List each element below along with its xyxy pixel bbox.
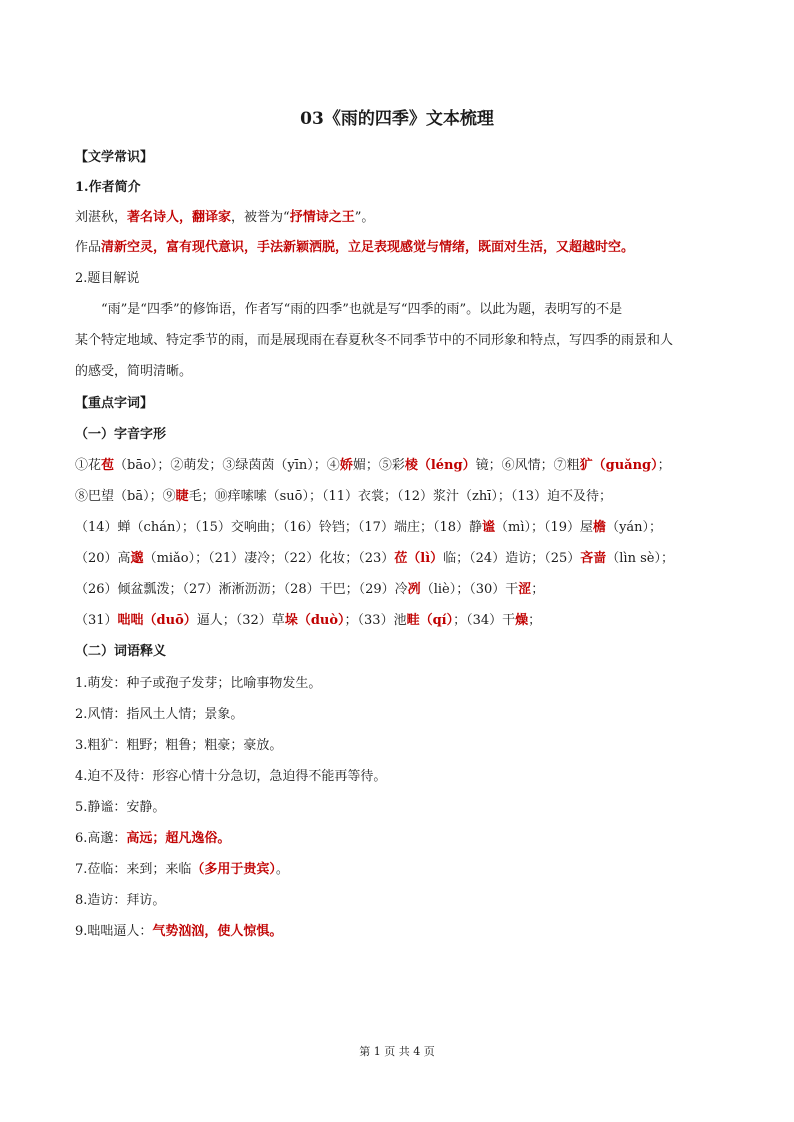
highlight-text: 檐 [593, 520, 607, 535]
text-run: ； [528, 613, 542, 628]
title-explanation-line: 某个特定地域、特定季节的雨，而是展现雨在春夏秋冬不同季节中的不同形象和特点，写四季的雨景和人 [75, 333, 674, 348]
text-run: 3.粗犷：粗野；粗鲁；粗豪；豪放。 [75, 738, 283, 753]
highlight-text: 娇 [339, 458, 353, 473]
title-explanation-line: “雨”是“四季”的修饰语，作者写“雨的四季”也就是写“四季的雨”。以此为题，表明写的不是 [101, 302, 623, 317]
highlight-text: 畦（qí） [406, 613, 454, 628]
text-run: （20）高 [75, 551, 131, 566]
word-meaning-item [75, 706, 243, 724]
text-run: （yán）； [606, 520, 663, 535]
author-intro-line-2 [75, 239, 634, 257]
text-run: ⑧巴望（bā）；⑨ [75, 489, 176, 504]
author-intro-heading: 1.作者简介 [75, 180, 141, 195]
highlight-text: （多用于贵宾） [191, 862, 276, 877]
highlight-text: 气势汹汹，使人惊惧。 [152, 924, 283, 939]
text-run: 8.造访：拜访。 [75, 893, 166, 908]
text-run: （mì）；（19）屋 [495, 520, 594, 535]
highlight-text: 燥 [515, 613, 529, 628]
highlight-text: 垛（duò） [284, 613, 345, 628]
word-meaning-item [75, 861, 289, 879]
highlight-text: 冽 [407, 582, 421, 597]
text-run: （lìn sè）； [606, 551, 674, 566]
highlight-text: 莅（lì） [394, 551, 444, 566]
word-meaning-item [75, 799, 165, 817]
pronunciation-line [75, 550, 674, 568]
highlight-text: 著名诗人，翻译家 [127, 210, 232, 225]
highlight-text: 睫 [175, 489, 189, 504]
highlight-text: 高远；超凡逸俗。 [126, 831, 231, 846]
title-explanation-line: 的感受，简明清晰。 [75, 364, 193, 379]
word-meaning-item [75, 892, 165, 910]
text-run: （14）蝉（chán）；（15）交响曲；（16）铃铛；（17）端庄；（18）静 [75, 520, 482, 535]
text-run: 5.静谧：安静。 [75, 800, 166, 815]
pronunciation-heading: （一）字音字形 [75, 427, 167, 442]
text-run: ； [531, 582, 545, 597]
text-run: 。 [275, 862, 289, 877]
highlight-text: 涩 [518, 582, 532, 597]
text-run: 7.莅临：来到；来临 [75, 862, 192, 877]
word-meaning-item [75, 768, 386, 786]
section-heading-key-words: 【重点字词】 [75, 396, 154, 411]
word-meaning-item [75, 737, 282, 755]
highlight-text: 邈 [130, 551, 144, 566]
text-run: 镜；⑥风情；⑦粗 [475, 458, 580, 473]
text-run: 逼人；（32）草 [196, 613, 285, 628]
text-run: 4.迫不及待：形容心情十分急切，急迫得不能再等待。 [75, 769, 387, 784]
author-intro-line-1 [75, 209, 374, 227]
pronunciation-line [75, 519, 662, 537]
highlight-text: 咄咄（duō） [117, 613, 197, 628]
highlight-text: 抒情诗之王 [289, 210, 355, 225]
text-run: （26）倾盆瓢泼；（27）淅淅沥沥；（28）干巴；（29）冷 [75, 582, 408, 597]
text-run: ，被誉为“ [231, 210, 290, 225]
pronunciation-line [75, 581, 544, 599]
text-run: 刘湛秋， [75, 210, 128, 225]
text-run: 媚；⑤彩 [352, 458, 405, 473]
highlight-text: 苞 [101, 458, 115, 473]
page-title: 03《雨的四季》文本梳理 [300, 109, 494, 129]
text-run: ①花 [75, 458, 102, 473]
text-run: 毛；⑩痒嗦嗦（suō）；（11）衣裳；（12）浆汁（zhī）；（13）迫不及待； [188, 489, 612, 504]
section-heading-literary-knowledge: 【文学常识】 [75, 150, 154, 165]
text-run: （bāo）；②萌发；③绿茵茵（yīn）；④ [114, 458, 340, 473]
text-run: 9.咄咄逼人： [75, 924, 153, 939]
word-meaning-item [75, 923, 282, 941]
highlight-text: 谧 [482, 520, 496, 535]
title-explanation-heading: 2.题目解说 [75, 271, 140, 286]
text-run: 1.萌发：种子或孢子发芽；比喻事物发生。 [75, 676, 322, 691]
highlight-text: 犷（guǎng） [579, 458, 658, 473]
highlight-text: 棱（léng） [404, 458, 476, 473]
page-footer: 第 1 页 共 4 页 [359, 1045, 435, 1058]
word-meaning-item [75, 675, 321, 693]
pronunciation-line [75, 612, 541, 630]
pronunciation-line [75, 488, 612, 506]
word-meaning-item [75, 830, 230, 848]
text-run: ； [657, 458, 671, 473]
highlight-text: 清新空灵，富有现代意识，手法新颖洒脱，立足表现感觉与情绪，既面对生活，又超越时空。 [101, 240, 635, 255]
text-run: ；（34）干 [453, 613, 516, 628]
word-meaning-heading: （二）词语释义 [75, 644, 167, 659]
text-run: 6.高邈： [75, 831, 127, 846]
text-run: （miǎo）；（21）凄冷；（22）化妆；（23） [143, 551, 395, 566]
pronunciation-line [75, 457, 671, 475]
text-run: ”。 [354, 210, 375, 225]
text-run: （31） [75, 613, 118, 628]
text-run: 2.风情：指风土人情；景象。 [75, 707, 244, 722]
text-run: ；（33）池 [344, 613, 407, 628]
text-run: 临；（24）造访；（25） [443, 551, 581, 566]
text-run: （liè）；（30）干 [420, 582, 519, 597]
highlight-text: 吝啬 [580, 551, 607, 566]
text-run: 作品 [75, 240, 102, 255]
